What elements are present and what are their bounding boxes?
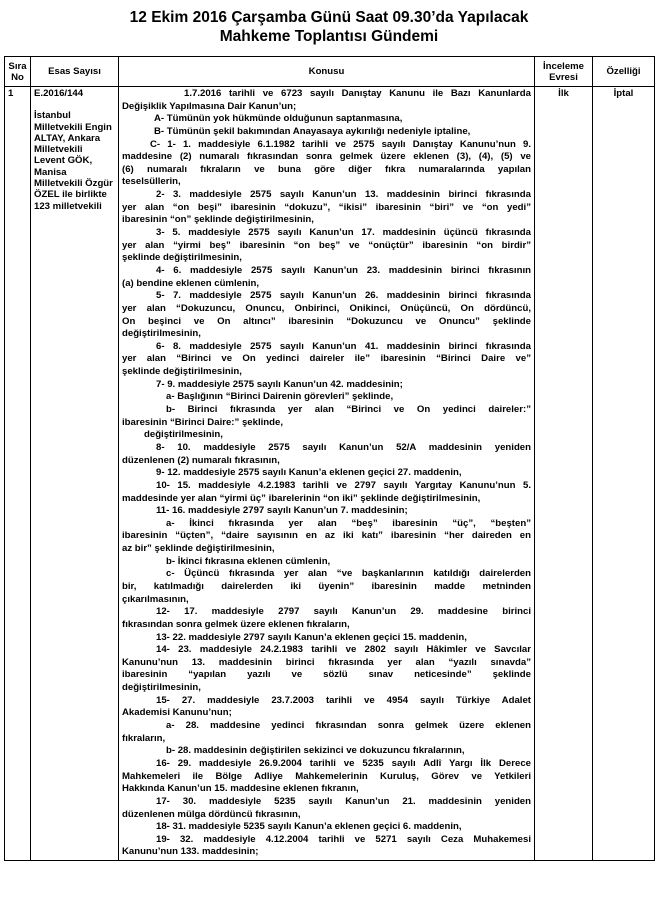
page-title-line-1: 12 Ekim 2016 Çarşamba Günü Saat 09.30’da Yapılacak [129,9,529,26]
konu-line: fıkraların, [122,732,166,744]
agenda-table [4,56,655,861]
konu-line: Hakkında Kanun’un 15. maddesine eklenen fıkranın, [122,783,359,795]
konu-line: On beşinci ve On altıncı” ibaresinin “Dokuzuncu ve Onuncu” şeklinde [122,315,531,327]
row-sira-no: 1 [5,87,31,861]
konu-line: Değişiklik Yapılmasına Dair Kanun’un; [122,100,297,112]
konu-line: az bir” şeklinde değiştirilmesinin, [122,543,275,555]
konu-line: düzenlenen mülga dördüncü fıkrasının, [122,808,301,820]
konu-line: (6) numaralı fıkraların ve buna göre diğer fıkra numaralarında yapılan [122,163,531,175]
header-konusu: Konusu [119,57,535,87]
konu-line: 13- 22. maddesiyle 2797 sayılı Kanun’a eklenen geçici 15. maddenin, [156,631,467,643]
konu-cell [119,87,535,861]
konu-line: 9- 12. maddesiyle 2575 sayılı Kanun’a eklenen geçici 27. maddenin, [156,467,462,479]
konu-line: c- Üçüncü fıkrasında yer alan “ve başkanlarının katıldığı dairelerden [166,568,531,580]
page-title [0,8,658,46]
header-inceleme-evresi: İnceleme Evresi [535,57,593,87]
konu-line: 19- 32. maddesiyle 4.12.2004 tarihli ve 5271 sayılı Ceza Muhakemesi [156,833,531,845]
konu-line: B- Tümünün şekil bakımından Anayasaya aykırılığı nedeniyle iptaline, [154,125,471,137]
konu-line: 14- 23. maddesiyle 24.2.1983 tarihli ve 2802 sayılı Hâkimler ve Savcılar [156,644,531,656]
konu-line: Mahkemeleri ile Bölge Adliye Mahkemelerinin Kuruluş, Görev ve Yetkileri [122,770,531,782]
konu-line: 17- 30. maddesiyle 5235 sayılı Kanun’un 21. maddesinin yeniden [156,795,531,807]
konu-line: değiştirilmesinin, [144,429,223,441]
konu-line: ibaresinin “üçten”, “daire sayısının en az iki katı” ibaresinin “her daireden en [122,530,531,542]
konu-line: 11- 16. maddesiyle 2797 sayılı Kanun’un 7. maddesinin; [156,505,408,517]
konu-line: Kanunu’nun 133. maddesinin; [122,846,259,858]
konu-line: 18- 31. maddesiyle 5235 sayılı Kanun’a eklenen geçici 6. maddenin, [156,821,462,833]
konu-line: ibaresinin “Birinci Daire:” şeklinde, [122,416,284,428]
konu-line: 1.7.2016 tarihli ve 6723 sayılı Danıştay Kanunu ile Bazı Kanunlarda [184,88,531,99]
konu-line: a- İkinci fıkrasında yer alan “beş” ibaresinin “üç”, “beşten” [166,517,531,529]
konu-line: bir, katılmadığı dairelerden iki üyenin” ibaresinin madde metninden [122,580,531,592]
row-ozelligi: İptal [593,87,655,861]
konu-line: yer alan “Birinci ve On yedinci daireler ile” ibaresinin “Birinci Daire ve” [122,353,531,365]
applicant-text: İstanbul Milletvekili Engin ALTAY, Ankara Milletvekili Levent GÖK, Manisa Milletvekili Özgür ÖZEL ile birlikte 123 milletvekili [34,110,113,212]
konu-line: (a) bendine eklenen cümlenin, [122,277,260,289]
konu-line: yer alan “on beşi” ibaresinin “dokuzu”, “ikisi” ibaresinin “biri” ve “on yedi” [122,201,531,213]
konu-line: 12- 17. maddesiyle 2797 sayılı Kanun’un 29. maddesine birinci [156,606,531,618]
konu-line: şeklinde değiştirilmesinin, [122,252,242,264]
table-row [5,87,655,861]
konu-line: 7- 9. maddesiyle 2575 sayılı Kanun’un 42. maddesinin; [156,378,403,390]
esas-number: E.2016/144 [34,88,84,99]
konu-line: değiştirilmesinin, [122,328,201,340]
konu-line: düzenlenen (2) numaralı fıkrasının, [122,454,280,466]
row-esas-cell [31,87,119,861]
konu-line: a- 28. maddesine yedinci fıkrasından sonra gelmek üzere eklenen [166,720,531,732]
konu-line: b- İkinci fıkrasına eklenen cümlenin, [166,555,331,567]
konu-line: şeklinde değiştirilmesinin, [122,366,242,378]
konu-line: 6- 8. maddesiyle 2575 sayılı Kanun’un 41. maddesinin birinci fıkrasında [156,340,531,352]
konu-text [122,88,531,859]
konu-line: ibaresinin “on” şeklinde değiştirilmesinin, [122,214,314,226]
konu-line: teselsüllerin, [122,176,181,188]
konu-line: değiştirilmesinin, [122,682,201,694]
header-esas-sayisi: Esas Sayısı [31,57,119,87]
konu-line: 5- 7. maddesiyle 2575 sayılı Kanun’un 26. maddesinin birinci fıkrasında [156,290,531,302]
konu-line: A- Tümünün yok hükmünde olduğunun saptanmasına, [154,113,403,125]
header-ozelligi: Özelliği [593,57,655,87]
konu-line: 15- 27. maddesiyle 23.7.2003 tarihli ve 4954 sayılı Türkiye Adalet [156,694,531,706]
konu-line: fıkrasından sonra gelmek üzere eklenen fıkraların, [122,618,350,630]
konu-line: Akademisi Kanunu’nun; [122,707,232,719]
konu-line: maddesine (2) numaralı fıkrasından sonra gelmek üzere eklenen (3), (4), (5) ve [122,151,531,163]
konu-line: 4- 6. maddesiyle 2575 sayılı Kanun’un 23. maddesinin birinci fıkrasının [156,264,531,276]
konu-line: maddesinde yer alan “yirmi üç” ibarelerinin “on iki” şeklinde değiştirilmesinin, [122,492,481,504]
konu-line: ibaresinin “yapılan yazılı ve sözlü sınav neticesinde” şeklinde [122,669,531,681]
konu-line: 2- 3. maddesiyle 2575 sayılı Kanun’un 13. maddesinin birinci fıkrasında [156,189,531,201]
konu-line: yer alan “Dokuzuncu, Onuncu, Onbirinci, Onikinci, Onüçüncü, On dördüncü, [122,302,531,314]
konu-line: yer alan “yirmi beş” ibaresinin “on beş” ve “onüçtür” ibaresinin “on birdir” [122,239,531,251]
konu-line: 16- 29. maddesiyle 26.9.2004 tarihli ve 5235 sayılı Adlî Yargı İlk Derece [156,757,531,769]
konu-line: Kanunu’nun 13. maddesinin birinci fıkrasında yer alan “yazılı sınavda” [122,656,531,668]
konu-line: 10- 15. maddesiyle 4.2.1983 tarihli ve 2797 sayılı Yargıtay Kanunu’nun 5. [156,479,531,491]
konu-line: a- Başlığının “Birinci Dairenin görevleri” şeklinde, [166,391,394,403]
konu-line: 8- 10. maddesiyle 2575 sayılı Kanun’un 52/A maddesinin yeniden [156,441,531,453]
page-title-line-2: Mahkeme Toplantısı Gündemi [219,28,439,45]
table-header-row [5,57,655,87]
konu-line: 3- 5. maddesiyle 2575 sayılı Kanun’un 17. maddesinin üçüncü fıkrasında [156,227,531,239]
konu-line: b- Birinci fıkrasında yer alan “Birinci ve On yedinci daireler:” [166,404,531,416]
konu-line: b- 28. maddesinin değiştirilen sekizinci ve dokuzuncu fıkralarının, [166,745,465,757]
konu-line: C- 1- 1. maddesiyle 6.1.1982 tarihli ve 2575 sayılı Danıştay Kanunu’nun 9. [150,138,531,150]
konu-line: çıkarılmasının, [122,593,189,605]
row-inceleme-evresi: İlk [535,87,593,861]
header-sira-no: Sıra No [5,57,31,87]
